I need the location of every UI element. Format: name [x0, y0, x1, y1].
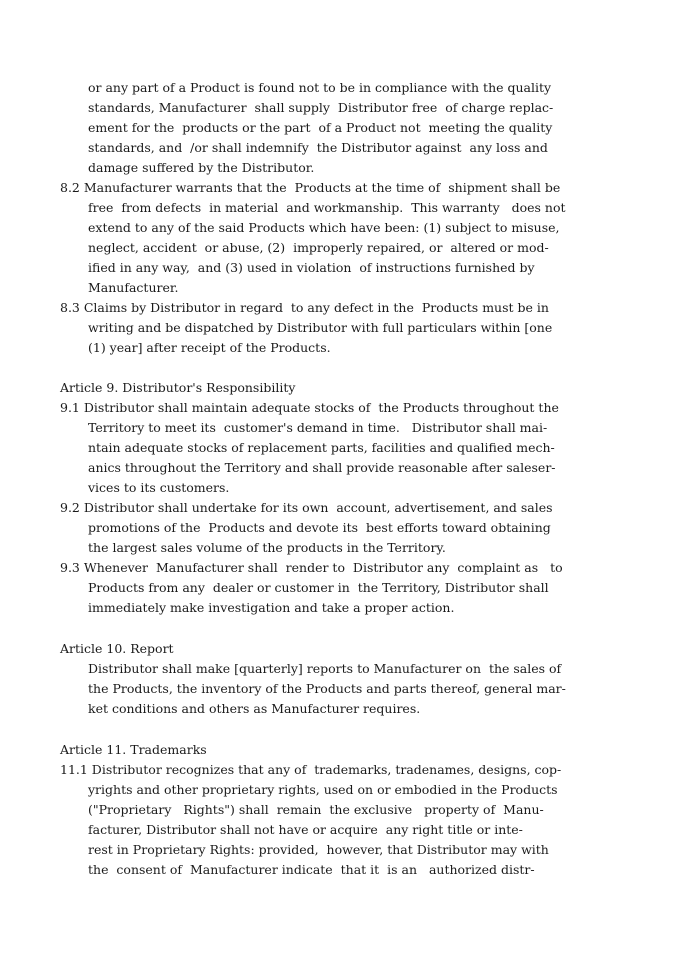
- text-line: promotions of the Products and devote its best efforts toward obtaining: [88, 520, 551, 535]
- text-line: the largest sales volume of the products in the Territory.: [88, 540, 446, 555]
- clause-9-1: 9.1 Distributor shall maintain adequate stocks of the Products throughout the: [60, 400, 559, 415]
- clause-9-2: 9.2 Distributor shall undertake for its own account, advertisement, and sales: [60, 500, 553, 515]
- text-line: ket conditions and others as Manufacturer requires.: [88, 701, 421, 716]
- text-line: ified in any way, and (3) used in violation of instructions furnished by: [88, 260, 535, 275]
- text-line: anics throughout the Territory and shall provide reasonable after saleser-: [88, 460, 556, 475]
- text-line: Manufacturer.: [88, 280, 179, 295]
- text-line: free from defects in material and workmanship. This warranty does not: [88, 200, 566, 215]
- clause-9-3: 9.3 Whenever Manufacturer shall render to Distributor any complaint as to: [60, 560, 563, 575]
- text-line: the consent of Manufacturer indicate that it is an authorized distr-: [88, 862, 535, 877]
- text-line: writing and be dispatched by Distributor with full particulars within [one: [88, 320, 553, 335]
- text-line: rest in Proprietary Rights: provided, however, that Distributor may with: [88, 842, 549, 857]
- text-line: Distributor shall make [quarterly] reports to Manufacturer on the sales of: [88, 661, 562, 676]
- text-line: standards, and /or shall indemnify the Distributor against any loss and: [88, 140, 548, 155]
- text-line: yrights and other proprietary rights, used on or embodied in the Products: [88, 782, 558, 797]
- text-line: extend to any of the said Products which have been: (1) subject to misuse,: [88, 220, 560, 235]
- article-10-heading: Article 10. Report: [60, 641, 174, 656]
- clause-11-1: 11.1 Distributor recognizes that any of trademarks, tradenames, designs, cop-: [60, 762, 562, 777]
- text-line: immediately make investigation and take a proper action.: [88, 600, 455, 615]
- text-line: standards, Manufacturer shall supply Distributor free of charge replac-: [88, 100, 554, 115]
- text-line: ntain adequate stocks of replacement parts, facilities and qualified mech-: [88, 440, 555, 455]
- article-9-heading: Article 9. Distributor's Responsibility: [60, 380, 296, 395]
- article-11-heading: Article 11. Trademarks: [60, 742, 207, 757]
- clause-8-3: 8.3 Claims by Distributor in regard to any defect in the Products must be in: [60, 300, 549, 315]
- text-line: ("Proprietary Rights") shall remain the exclusive property of Manu-: [88, 802, 544, 817]
- text-line: ement for the products or the part of a Product not meeting the quality: [88, 120, 553, 135]
- text-line: or any part of a Product is found not to be in compliance with the quality: [88, 80, 552, 95]
- text-line: neglect, accident or abuse, (2) improperly repaired, or altered or mod-: [88, 240, 549, 255]
- clause-8-2: 8.2 Manufacturer warrants that the Products at the time of shipment shall be: [60, 180, 561, 195]
- text-line: (1) year] after receipt of the Products.: [88, 340, 331, 355]
- text-line: Products from any dealer or customer in the Territory, Distributor shall: [88, 580, 549, 595]
- text-line: facturer, Distributor shall not have or acquire any right title or inte-: [88, 822, 523, 837]
- text-line: damage suffered by the Distributor.: [88, 160, 315, 175]
- text-line: Territory to meet its customer's demand in time. Distributor shall mai-: [88, 420, 548, 435]
- text-line: vices to its customers.: [88, 480, 230, 495]
- text-line: the Products, the inventory of the Products and parts thereof, general mar-: [88, 681, 566, 696]
